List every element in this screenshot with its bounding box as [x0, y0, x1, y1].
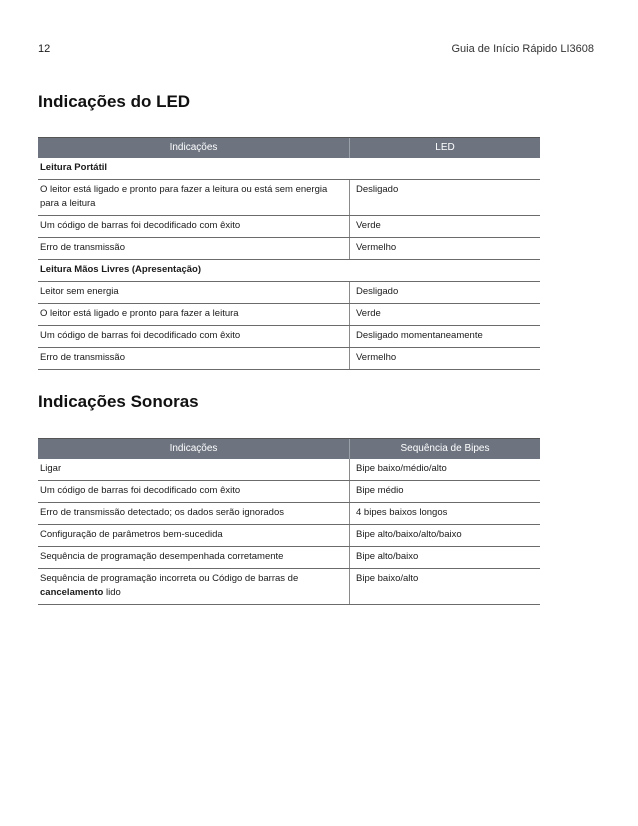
- group-label: Leitura Portátil: [38, 158, 540, 180]
- indication-cell: [38, 569, 350, 605]
- led-cell: Verde: [350, 304, 541, 326]
- column-header-led: LED: [350, 138, 541, 159]
- table-row: [38, 238, 540, 260]
- table-row: [38, 180, 540, 216]
- column-header-beep-sequence: Sequência de Bipes: [350, 439, 541, 460]
- indication-text: Sequência de programação incorreta ou Código de barras de: [40, 573, 299, 584]
- led-indications-table: [38, 137, 540, 370]
- indication-cell: Sequência de programação desempenhada corretamente: [38, 547, 350, 569]
- indication-cell: Erro de transmissão: [38, 238, 350, 260]
- led-cell: Desligado: [350, 282, 541, 304]
- group-row-hands-free: [38, 260, 540, 282]
- table-row: [38, 348, 540, 370]
- table-row: [38, 304, 540, 326]
- table-header-row: [38, 439, 540, 460]
- beep-cell: Bipe baixo/médio/alto: [350, 459, 541, 481]
- sound-indications-table: [38, 438, 540, 605]
- indication-cell: Leitor sem energia: [38, 282, 350, 304]
- led-cell: Desligado: [350, 180, 541, 216]
- indication-cell: Erro de transmissão detectado; os dados serão ignorados: [38, 503, 350, 525]
- beep-cell: Bipe baixo/alto: [350, 569, 541, 605]
- group-label: Leitura Mãos Livres (Apresentação): [38, 260, 540, 282]
- beep-cell: Bipe alto/baixo/alto/baixo: [350, 525, 541, 547]
- indication-cell: O leitor está ligado e pronto para fazer a leitura ou está sem energia para a leitura: [38, 180, 350, 216]
- led-cell: Desligado momentaneamente: [350, 326, 541, 348]
- page-number: 12: [38, 43, 51, 55]
- led-cell: Vermelho: [350, 238, 541, 260]
- led-section-title: Indicações do LED: [38, 92, 191, 111]
- table-row: [38, 216, 540, 238]
- table-row: [38, 547, 540, 569]
- indication-cell: Erro de transmissão: [38, 348, 350, 370]
- beep-cell: 4 bipes baixos longos: [350, 503, 541, 525]
- column-header-indications: Indicações: [38, 138, 350, 159]
- table-header-row: [38, 138, 540, 159]
- indication-cell: Um código de barras foi decodificado com êxito: [38, 481, 350, 503]
- sound-section-title: Indicações Sonoras: [38, 392, 199, 411]
- table-row: [38, 569, 540, 605]
- table-row: [38, 459, 540, 481]
- indication-emphasis: cancelamento: [40, 587, 104, 598]
- indication-text-end: lido: [103, 587, 121, 598]
- table-row: [38, 481, 540, 503]
- table-row: [38, 525, 540, 547]
- guide-title: Guia de Início Rápido LI3608: [451, 43, 594, 55]
- beep-cell: Bipe alto/baixo: [350, 547, 541, 569]
- indication-cell: Um código de barras foi decodificado com êxito: [38, 326, 350, 348]
- table-row: [38, 282, 540, 304]
- led-cell: Verde: [350, 216, 541, 238]
- table-row: [38, 326, 540, 348]
- group-row-portable: [38, 158, 540, 180]
- indication-cell: Ligar: [38, 459, 350, 481]
- indication-cell: Um código de barras foi decodificado com êxito: [38, 216, 350, 238]
- led-cell: Vermelho: [350, 348, 541, 370]
- beep-cell: Bipe médio: [350, 481, 541, 503]
- table-row: [38, 503, 540, 525]
- indication-cell: Configuração de parâmetros bem-sucedida: [38, 525, 350, 547]
- indication-cell: O leitor está ligado e pronto para fazer a leitura: [38, 304, 350, 326]
- column-header-indications: Indicações: [38, 439, 350, 460]
